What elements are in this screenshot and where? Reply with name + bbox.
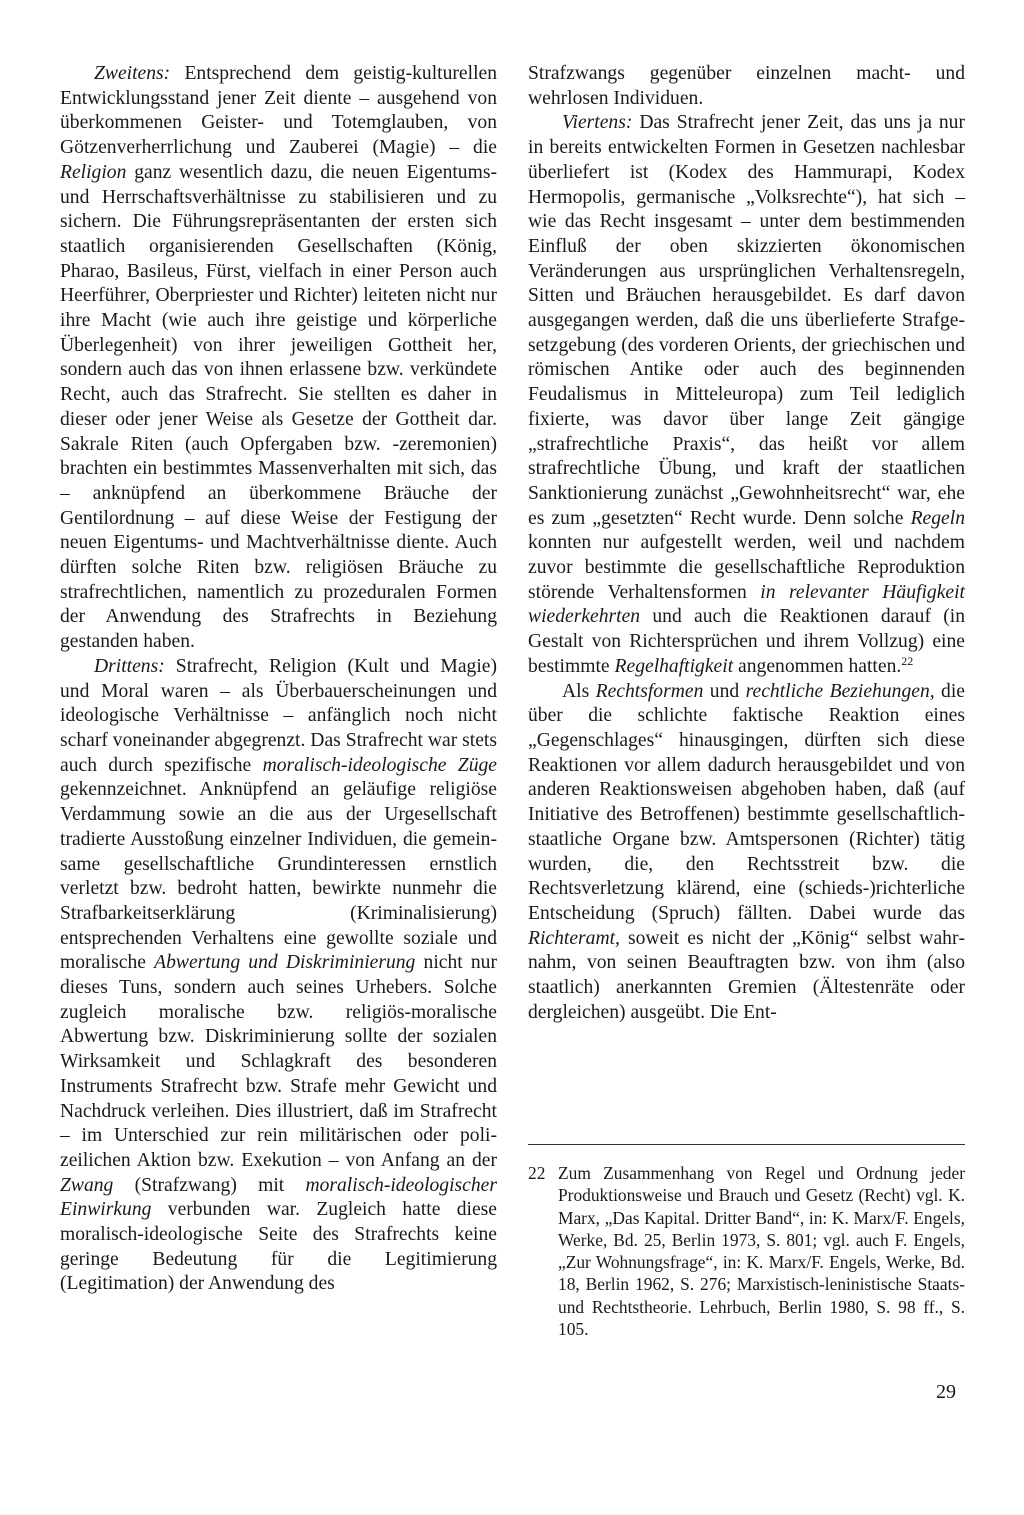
body-text: konnten nur aufgestellt werden, weil und nachdem zuvor bestimmte die gesellschaftliche Reproduktion störende Verhaltensformen	[528, 532, 965, 603]
emphasis-text: Religion	[60, 161, 127, 183]
body-text: Strafrecht, Religion (Kult und Magie) und Moral waren – als Überbauerscheinungen und ideologische Verhältnisse – anfänglich noch nicht scharf voneinander abgegrenzt. Das Strafrecht war stets auch durch spezifische	[60, 655, 497, 776]
emphasis-text: Regelhaftigkeit	[614, 655, 734, 677]
body-text: die über die schlichte faktische Reaktion eines „Gegenschlages“ hinausgingen, dürften sich diese Reaktionen vor allem dadurch herausgebildet und von anderen Reaktionsweisen abgehoben haben, daß (auf Initiative des Betroffenen) bestimmte gesellschaftlich-staatliche Organe bzw. Amtspersonen (Richter) tätig wurden, die, den Rechtsstreit bzw. die Rechtsverletzung klärend, eine (schieds-)richterliche Entscheidung (Spruch) fällten. Dabei wurde das	[528, 680, 965, 924]
emphasis-text: rechtliche Beziehungen,	[745, 680, 935, 702]
emphasis-text: moralisch-ideologischer Einwirkung	[60, 1174, 497, 1221]
paragraph-label: Zweitens:	[94, 63, 171, 84]
emphasis-text: Rechtsformen	[595, 680, 704, 702]
paragraph-continuation	[528, 62, 965, 111]
emphasis-text: Regeln	[910, 507, 965, 529]
footnote	[528, 1162, 965, 1340]
footnote-text: Zum Zusammenhang von Regel und Ordnung jeder Produktionsweise und Brauch und Gesetz (Recht) vgl. K. Marx, „Das Kapital. Dritter Band“, in: K. Marx/F. Engels, Werke, Bd. 25, Berlin 1973, S. 801; vgl. auch F. Engels, „Zur Wohnungsfrage“, in: K. Marx/F. Engels, Werke, Bd. 18, Berlin 1962, S. 276; Marxistisch-leninistische Staats- und Rechtstheorie. Lehrbuch, Berlin 1980, S. 98 ff., S. 105.	[558, 1163, 965, 1340]
paragraph-label: Viertens:	[562, 112, 633, 134]
right-text-column	[528, 62, 965, 1025]
emphasis-text: Zwang	[60, 1174, 114, 1196]
body-text: angenommen hatten.	[733, 655, 902, 677]
body-text: gekennzeichnet. Anknüpfend an geläufige religiöse Verdammung sowie an die aus der Urgesellschaft tradierte Ausstoßung einzelner Individuen, die gemeinsame gesellschaftliche Grundinteressen ernstlich verletzt bzw. bedroht hatten, bewirkte nunmehr die Strafbarkeitserklärung (Kriminalisierung) entsprechenden Verhaltens eine gewollte soziale und moralische	[60, 779, 497, 974]
body-text: und	[703, 680, 746, 702]
body-text: nicht nur dieses Tuns, sondern auch seines Urhebers. Solche zugleich moralische bzw. religiös-moralische Abwertung bzw. Diskriminierung sollte der sozialen Wirksamkeit und Schlagkraft des besonderen Instruments Strafrecht bzw. Strafe mehr Gewicht und Nachdruck verleihen. Dies illustriert, daß im Strafrecht – im Unterschied zur rein militärischen oder polizeilichen Aktion bzw. Exekution – von Anfang an der	[60, 952, 497, 1171]
body-text: ganz wesentlich dazu, die neuen Eigentums- und Herrschaftsverhältnisse zu stabilisieren und zu sichern. Die Führungsrepräsentanten der ersten sich staatlich organisierenden Gesellschaften (König, Pharao, Basileus, Fürst, vielfach in einer Person auch Heerführer, Oberpriester und Richter) leiteten nicht nur ihre Macht (wie auch ihre geistige und körperliche Überlegenheit) von ihrer jeweiligen Gottheit her, sondern auch das von ihnen erlassene bzw. verkündete Recht, auch das Strafrecht. Sie stellten es daher in dieser oder jener Weise als Gesetze der Gottheit dar. Sakrale Riten (auch Opfergaben bzw. -zeremonien) brachten ein bestimmtes Massenverhalten mit sich, das – anknüpfend an überkommene Bräuche der Gentilordnung – auf diese Weise der Festigung der neuen Eigentums- und Machtverhältnisse diente. Auch dürften solche Riten bzw. religiösen Bräuche zu strafrechtlichen, namentlich zu prozeduralen Formen der Anwendung des Strafrechts in Beziehung gestanden haben.	[60, 161, 497, 653]
paragraph-rechtsformen	[528, 680, 965, 1026]
paragraph-zweitens	[60, 62, 497, 655]
emphasis-text: moralisch-ideologische Züge	[262, 754, 497, 776]
paragraph-label: Drittens:	[94, 655, 165, 677]
paragraph-viertens	[528, 111, 965, 679]
body-text: Das Strafrecht jener Zeit, das uns ja nur in bereits entwickelten Formen in Gesetzen nachlesbar überliefert ist (Kodex des Hammurapi, Kodex Hermopolis, germanische „Volksrechte“), hat sich – wie das Recht insgesamt – unter dem bestimmenden Einfluß der oben skizzierten ökonomischen Veränderungen aus ursprünglichen Verhaltensregeln, Sitten und Bräuchen herausgebildet. Es darf davon ausgegangen werden, daß die uns überlieferte Strafgesetzgebung (des vorderen Orients, der griechischen und römischen Antike oder auch des beginnenden Feudalismus in Mitteleuropa) zum Teil lediglich fixierte, was davor über lange Zeit gängige „strafrechtliche Praxis“, das heißt vor allem strafrechtliche Übung, und kraft der staatlichen Sanktionierung zunächst „Gewohnheitsrecht“ war, ehe es zum „gesetzten“ Recht wurde. Denn solche	[528, 112, 965, 529]
emphasis-text: Richteramt,	[528, 927, 620, 949]
body-text: Als	[562, 680, 596, 702]
body-text: Entsprechend dem geistig-kulturellen Entwicklungsstand jener Zeit diente – ausgehend von überkommenen Geister- und Totemglauben, von Götzenverherrlichung und Zauberei (Magie) – die	[60, 63, 497, 159]
left-text-column	[60, 62, 497, 1297]
body-text: verbunden war. Zugleich hatte diese moralisch-ideologische Seite des Strafrechts keine geringe Bedeutung für die Legitimierung (Legitimation) der Anwendung des	[60, 1199, 497, 1295]
footnote-number: 22	[528, 1163, 546, 1183]
body-text: (Strafzwang) mit	[113, 1174, 306, 1196]
body-text: Strafzwangs gegenüber einzelnen macht- und wehrlosen Individuen.	[528, 63, 965, 109]
page-number: 29	[936, 1381, 956, 1403]
body-text: und auch die Reaktionen darauf (in Gestalt von Richtersprüchen und ihrem Vollzug) eine bestimmte	[528, 606, 965, 677]
emphasis-text: in relevanter Häufigkeit wiederkehrten	[528, 581, 965, 628]
paragraph-drittens	[60, 655, 497, 1297]
emphasis-text: Abwertung und Diskriminierung	[154, 952, 416, 974]
footnote-divider	[528, 1144, 965, 1145]
body-text: soweit es nicht der „König“ selbst wahrnahm, von seinen Beauftragten bzw. von ihm (also staatlich) anerkannten Gremien (Ältestenräte oder dergleichen) ausgeübt. Die Ent-	[528, 927, 965, 1023]
footnote-reference: 22	[901, 653, 914, 668]
